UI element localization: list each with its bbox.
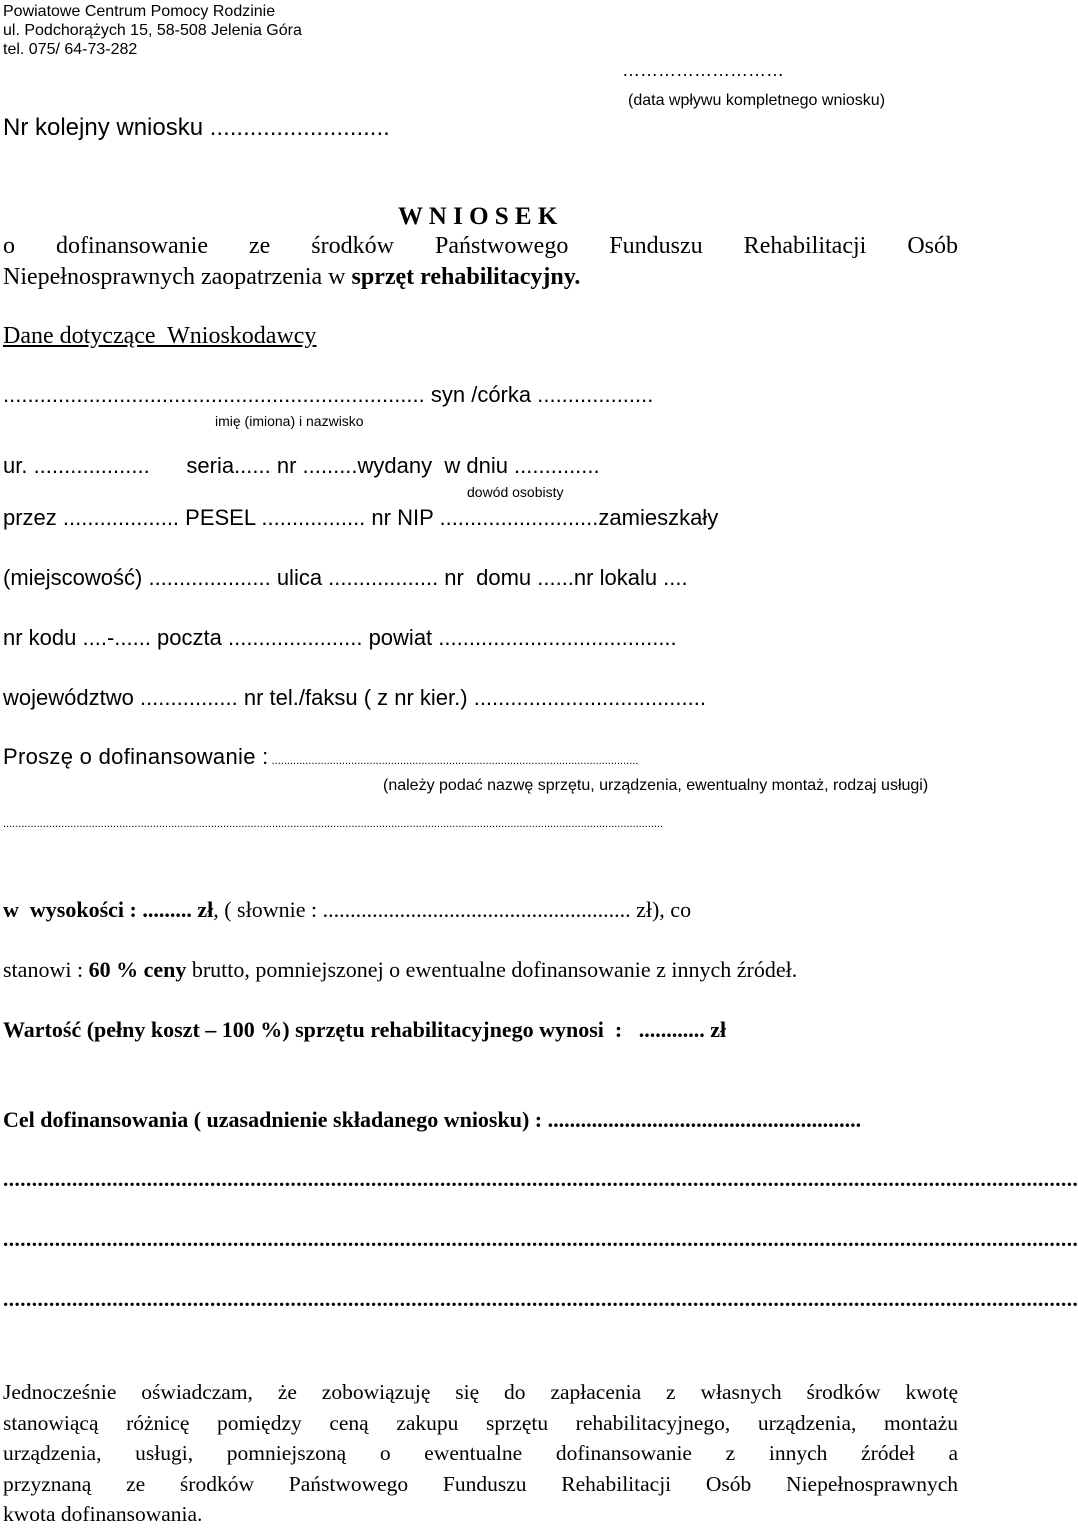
birth-and-id-field[interactable]: ur. ................... seria...... nr .........wydany w dniu .............. <box>3 453 600 478</box>
org-phone: tel. 075/ 64-73-282 <box>3 41 138 58</box>
org-address: ul. Podchorążych 15, 58-508 Jelenia Góra <box>3 22 302 39</box>
address-field[interactable]: (miejscowość) .................... ulica .................. nr domu ......nr lokalu .... <box>3 565 688 590</box>
province-phone-field[interactable]: województwo ................ nr tel./faksu ( z nr kier.) ...................................... <box>3 685 706 710</box>
declaration-line: urządzenia, usługi, pomniejszoną o ewentualne dofinansowanie z innych źródeł a <box>3 1441 958 1465</box>
title-line-2: Niepełnosprawnych zaopatrzenia w sprzęt rehabilitacyjny. <box>3 264 581 290</box>
id-hint: dowód osobisty <box>467 484 564 500</box>
declaration-line: stanowiącą różnicę pomiędzy ceną zakupu sprzętu rehabilitacyjnego, urządzenia, montażu <box>3 1410 958 1435</box>
purpose-dots-line-3[interactable]: ........................................................................................................................................................................................... <box>3 1287 1078 1311</box>
name-hint: imię (imiona) i nazwisko <box>215 413 364 429</box>
title-line-1: o dofinansowanie ze środków Państwowego Funduszu Rehabilitacji Osób <box>3 233 958 259</box>
document-heading: W N I O S E K <box>398 203 558 230</box>
amount-label: w wysokości : ......... zł <box>3 897 214 922</box>
pesel-nip-field[interactable]: przez ................... PESEL ................. nr NIP ..........................zamieszkały <box>3 505 719 530</box>
purpose-line[interactable] <box>3 1107 958 1133</box>
request-label: Proszę o dofinansowanie : <box>3 744 269 769</box>
request-hint: (należy podać nazwę sprzętu, urządzenia, ewentualny montaż, rodzaj usługi) <box>383 777 929 794</box>
intake-date-dots: ……………………… <box>622 60 784 80</box>
request-line[interactable] <box>3 744 958 770</box>
declaration-paragraph <box>3 1377 958 1530</box>
declaration-line: Jednocześnie oświadczam, że zobowiązuję się do zapłacenia z własnych środków kwotę <box>3 1380 958 1404</box>
total-value-line[interactable]: Wartość (pełny koszt – 100 %) sprzętu rehabilitacyjnego wynosi : ............ zł <box>3 1017 727 1042</box>
declaration-line: przyznaną ze środków Państwowego Funduszu Rehabilitacji Osób Niepełnosprawnych <box>3 1471 958 1496</box>
application-number-field[interactable]: Nr kolejny wniosku ........................... <box>3 114 390 141</box>
amount-words: , ( słownie : ........................................................ zł), co <box>213 897 692 922</box>
purpose-dots-line-1[interactable]: ........................................................................................................................................................................................... <box>3 1167 1078 1191</box>
request-dots: ........................................................................................................................ <box>268 755 639 767</box>
amount-line[interactable] <box>3 897 958 923</box>
intake-date-label: (data wpływu kompletnego wniosku) <box>628 92 886 109</box>
postal-field[interactable]: nr kodu ....-...... poczta ...................... powiat ....................................... <box>3 625 677 650</box>
percentage-line: stanowi : 60 % ceny brutto, pomniejszonej o ewentualne dofinansowanie z innych źródeł. <box>3 957 798 982</box>
applicant-section-title: Dane dotyczące Wnioskodawcy <box>3 323 317 349</box>
purpose-dots: ......................................................... <box>547 1107 862 1132</box>
applicant-name-field[interactable]: ..................................................................... syn /córka ................... <box>3 382 654 407</box>
request-dots-line[interactable]: ........................................................................................................................................................................................................................ <box>3 818 664 830</box>
org-name: Powiatowe Centrum Pomocy Rodzinie <box>3 3 276 20</box>
declaration-line: kwota dofinansowania. <box>3 1502 203 1526</box>
purpose-dots-line-2[interactable]: ........................................................................................................................................................................................... <box>3 1227 1078 1251</box>
purpose-label: Cel dofinansowania ( uzasadnienie składanego wniosku) : <box>3 1107 548 1132</box>
